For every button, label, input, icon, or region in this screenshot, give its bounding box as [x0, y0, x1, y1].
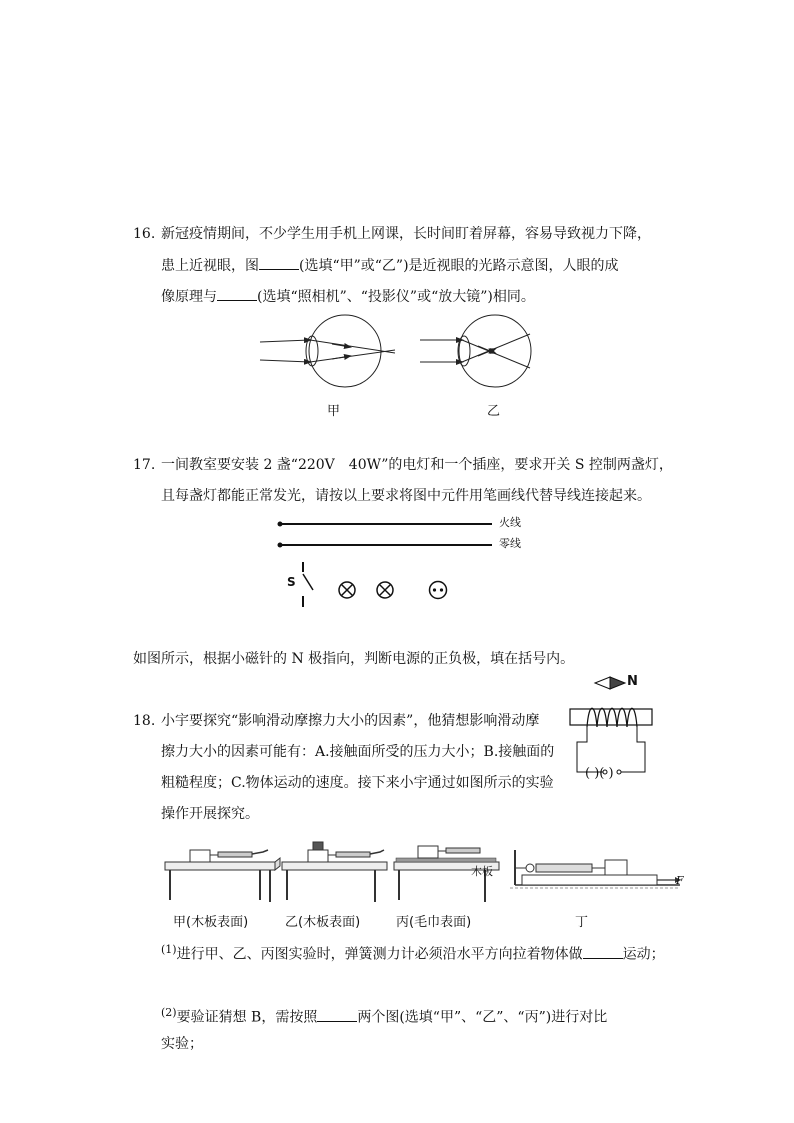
table-yi: [282, 842, 387, 902]
q18-sub2: [161, 1003, 607, 1028]
q16-caption-yi: 乙: [487, 404, 501, 419]
magnet-question-text: 如图所示，根据小磁针的 N 极指向，判断电源的正负极，填在括号内。: [133, 651, 575, 667]
north-pole-label: N: [627, 674, 638, 689]
q18-sub2-number: (2): [161, 1006, 177, 1019]
compass-needle-icon: [595, 677, 625, 689]
q16-line-3: [161, 286, 535, 307]
q18-sub1: [161, 940, 665, 965]
eye-diagrams-svg: [250, 310, 550, 400]
eye-diagrams: [250, 310, 550, 400]
lamp-2: [377, 582, 393, 598]
solenoid-svg: [565, 672, 665, 782]
q18-line-1: 小宇要探究“影响滑动摩擦力大小的因素”，他猜想影响滑动摩: [161, 713, 540, 729]
q18-line-2: 擦力大小的因素可能有：A.接触面所受的压力大小；B.接触面的: [161, 744, 555, 760]
setup-ding: [510, 850, 681, 888]
q18-line-4: 操作开展探究。: [161, 806, 259, 822]
eye-jia: [260, 315, 395, 387]
eye-yi: [420, 315, 531, 387]
iron-core: [570, 709, 652, 725]
q16-line-2a: 患上近视眼，图: [161, 258, 259, 274]
q18-sub1-text-b: 运动；: [622, 946, 665, 963]
q18-sub2-text-b: 两个图(选填“甲”、“乙”、“丙”)进行对比: [357, 1009, 608, 1026]
q18-sub2-text-a: 要验证猜想 B，需按照: [176, 1009, 318, 1026]
q18-blank-1[interactable]: [583, 944, 623, 959]
caption-ding: 丁: [575, 915, 589, 930]
q18-number: 18.: [133, 713, 156, 729]
q16-number: 16.: [133, 226, 156, 242]
q16-line-3a: 像原理与: [161, 289, 217, 305]
caption-jia: 甲(木板表面): [173, 915, 249, 930]
solenoid-diagram: [565, 672, 665, 782]
q17-line-1: 一间教室要安装 2 盏“220V 40W”的电灯和一个插座，要求开关 S 控制两盏灯，: [161, 457, 673, 473]
q18-sub1-text-a: 进行甲、乙、丙图实验时，弹簧测力计必须沿水平方向拉着物体做: [176, 946, 583, 963]
friction-experiment-figure: [160, 830, 690, 910]
q17-line-2: 且每盏灯都能正常发光，请按以上要求将图中元件用笔画线代替导线连接起来。: [161, 488, 651, 504]
q16-line-2: [161, 255, 619, 276]
q16-blank-2[interactable]: [217, 286, 257, 301]
caption-bing: 丙(毛巾表面): [396, 915, 472, 930]
lamp-1: [339, 582, 355, 598]
q16-line-3b: (选填“照相机”、“投影仪”或“放大镜”)相同。: [257, 289, 535, 305]
socket: [430, 582, 447, 599]
caption-yi: 乙(木板表面): [285, 915, 361, 930]
neutral-wire-label: 零线: [499, 537, 521, 550]
q16-caption-jia: 甲: [327, 404, 341, 419]
q16-line-1: 新冠疫情期间，不少学生用手机上网课，长时间盯着屏幕，容易导致视力下降，: [161, 226, 651, 242]
q17-number: 17.: [133, 457, 156, 473]
q18-sub2-line-2: 实验；: [161, 1036, 203, 1052]
power-source-brackets[interactable]: ( )( ): [585, 766, 614, 781]
switch-s: [303, 562, 313, 607]
q16-blank-1[interactable]: [259, 255, 299, 270]
q18-line-3: 粗糙程度；C.物体运动的速度。接下来小宇通过如图所示的实验: [161, 775, 554, 791]
force-label: F: [676, 874, 684, 887]
q18-blank-2[interactable]: [317, 1007, 357, 1022]
table-jia: [165, 850, 280, 902]
q18-sub1-number: (1): [161, 943, 177, 956]
board-label: 木板: [471, 865, 493, 878]
q16-line-2b: (选填“甲”或“乙”)是近视眼的光路示意图，人眼的成: [299, 258, 619, 274]
switch-label: S: [287, 575, 296, 589]
live-wire-label: 火线: [499, 516, 521, 529]
friction-figure-svg: [160, 830, 690, 910]
